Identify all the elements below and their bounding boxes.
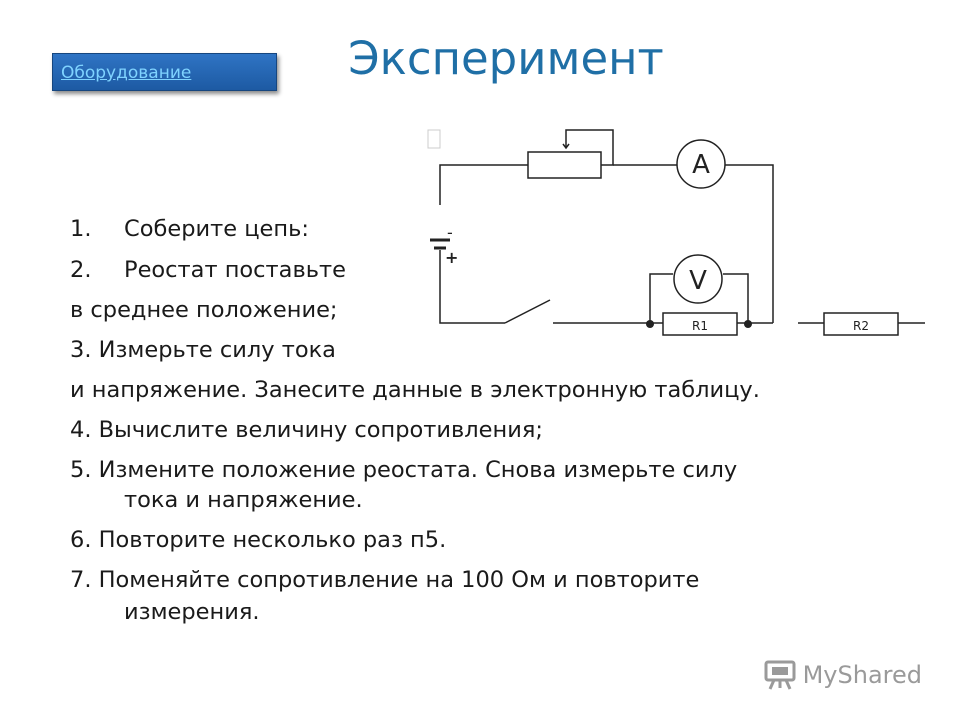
equipment-button-label[interactable]: Оборудование	[61, 63, 192, 83]
junction-left	[646, 320, 654, 328]
wire-top-left	[440, 165, 528, 205]
voltmeter-label: V	[689, 266, 707, 296]
r1-label: R1	[692, 319, 708, 333]
battery-plus-label: +	[445, 248, 459, 267]
rheostat	[528, 152, 601, 178]
step-1-number: 1.	[70, 216, 92, 242]
slide-title: Эксперимент	[348, 32, 664, 85]
step-6: 6. Повторите несколько раз п5.	[70, 527, 447, 553]
presentation-board-icon	[763, 660, 797, 690]
switch	[505, 300, 550, 323]
step-5: 5. Измените положение реостата. Снова измерьте силу	[70, 457, 738, 483]
step-3: 3. Измерьте силу тока	[70, 337, 336, 363]
ammeter-label: A	[692, 150, 710, 180]
wire-voltmeter-right	[723, 274, 748, 323]
step-3-continued: и напряжение. Занесите данные в электронную таблицу.	[70, 377, 760, 403]
wire-voltmeter-left	[650, 274, 673, 323]
watermark-text: MyShared	[802, 661, 922, 689]
junction-right	[744, 320, 752, 328]
wire-rheostat-slider	[566, 130, 613, 165]
step-4: 4. Вычислите величину сопротивления;	[70, 417, 543, 443]
wire-top-right	[725, 165, 773, 323]
circuit-diagram	[420, 120, 940, 350]
step-7: 7. Поменяйте сопротивление на 100 Ом и повторите	[70, 567, 700, 593]
step-2-continued: в среднее положение;	[70, 297, 338, 323]
r2-label: R2	[853, 319, 869, 333]
watermark	[763, 660, 922, 690]
step-1-text: Соберите цепь:	[124, 216, 309, 242]
step-2-number: 2.	[70, 257, 92, 283]
step-5-continued: тока и напряжение.	[124, 487, 363, 513]
step-7-continued: измерения.	[124, 599, 260, 625]
corner-mark	[428, 130, 440, 148]
battery-minus-label: -	[447, 223, 453, 242]
step-2-text: Реостат поставьте	[124, 257, 346, 283]
